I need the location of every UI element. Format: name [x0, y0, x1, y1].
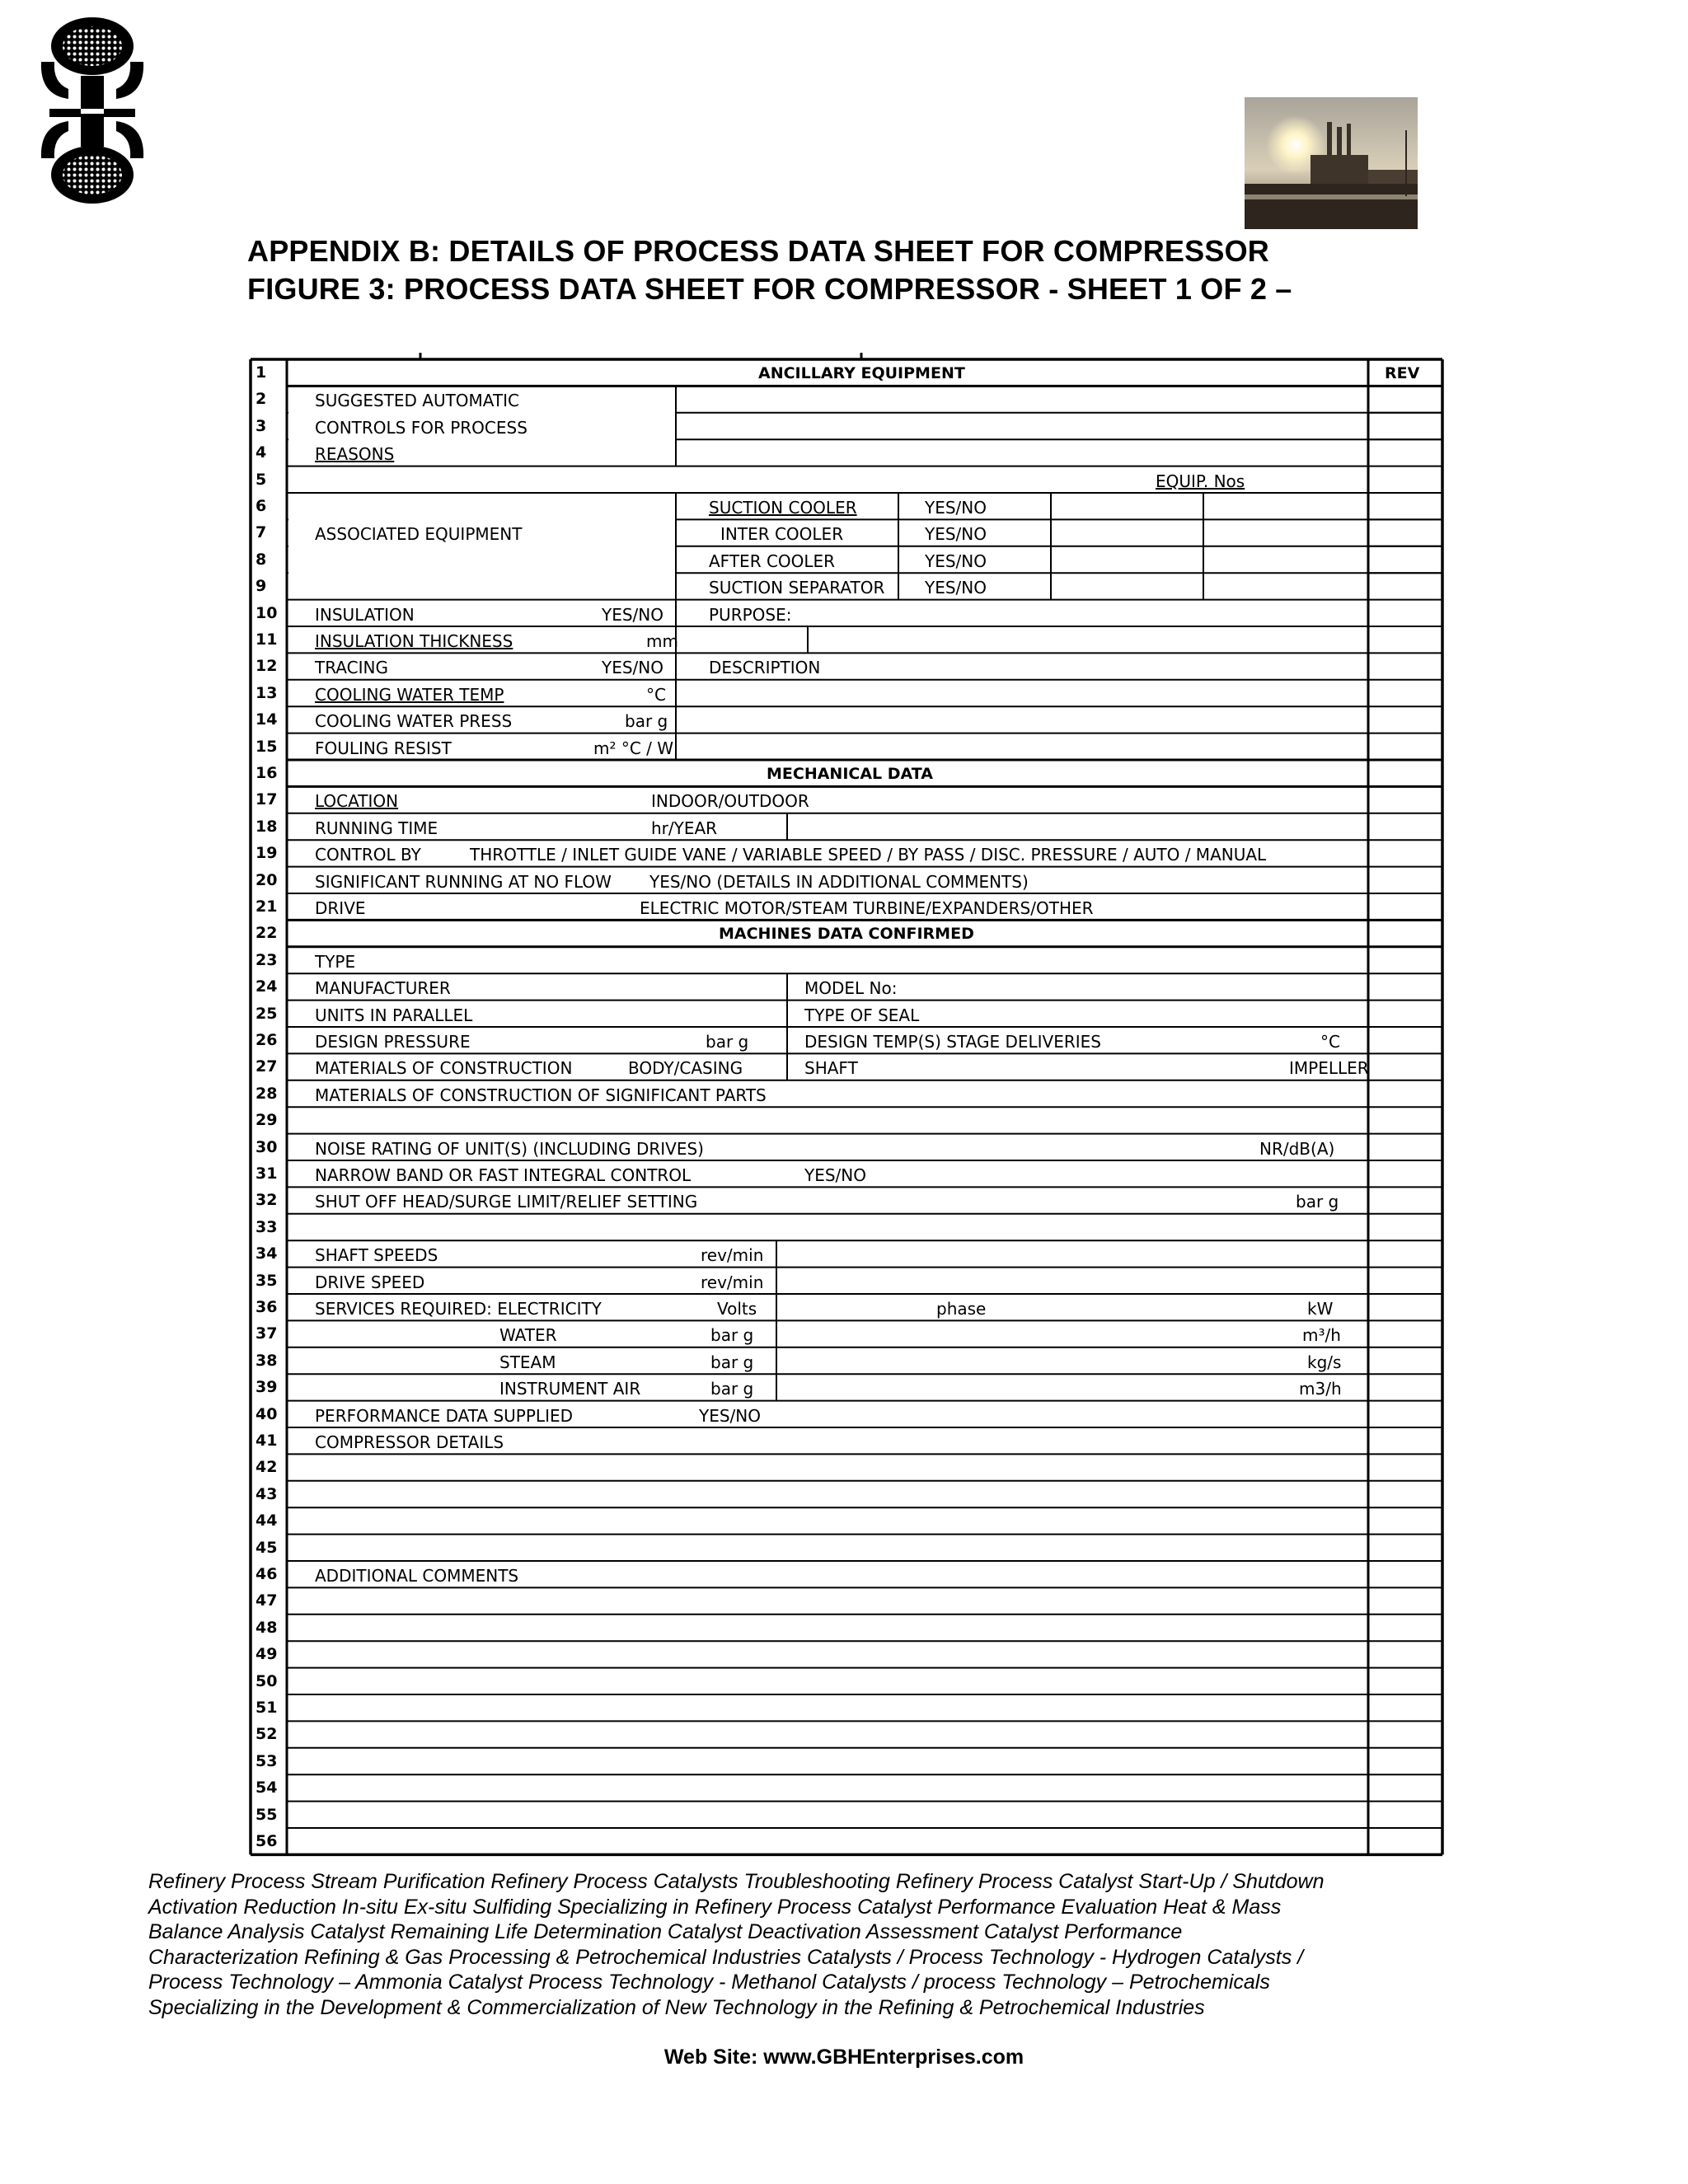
sheet-bar-g: bar g	[710, 1379, 754, 1399]
sheet-ancillary: ANCILLARY EQUIPMENT	[758, 364, 965, 382]
row-number: 46	[256, 1565, 278, 1583]
row-number: 43	[256, 1484, 278, 1503]
row-number: 40	[256, 1404, 278, 1423]
row-number: 34	[256, 1244, 278, 1263]
row-number: 48	[256, 1618, 278, 1637]
row-number: 41	[256, 1432, 278, 1450]
row-number: 53	[256, 1751, 278, 1770]
sheet-m3h: m3/h	[1299, 1379, 1342, 1399]
sheet-yes-no: YES/NO	[602, 604, 663, 625]
sheet-steam: STEAM	[499, 1352, 556, 1372]
row-number: 22	[256, 924, 278, 943]
sheet-yes-no: YES/NO	[699, 1405, 761, 1426]
row-number: 47	[256, 1591, 278, 1610]
sheet-bar-g: bar g	[1296, 1192, 1339, 1212]
row-number: 16	[256, 764, 278, 782]
sheet-tracing: TRACING	[315, 658, 388, 678]
sheet-rev-min: rev/min	[701, 1272, 764, 1292]
sheet-performance-data: PERFORMANCE DATA SUPPLIED	[315, 1405, 574, 1426]
row-number: 4	[256, 443, 267, 462]
sheet-location: LOCATION	[315, 791, 399, 812]
row-number: 33	[256, 1217, 278, 1236]
sheet-significant-running-options: YES/NO (DETAILS IN ADDITIONAL COMMENTS)	[649, 871, 1029, 892]
sheet-control-by: CONTROL BY	[315, 845, 421, 865]
sheet-yes-no: YES/NO	[925, 551, 987, 571]
row-number: 37	[256, 1324, 278, 1343]
row-number: 42	[256, 1458, 278, 1477]
sheet-reasons: REASONS	[315, 444, 395, 465]
sheet-deg-c: °C	[1320, 1032, 1340, 1052]
appendix-title: APPENDIX B: DETAILS OF PROCESS DATA SHEET FOR COMPRESSOR	[247, 234, 1269, 268]
sheet-design-temps: DESIGN TEMP(S) STAGE DELIVERIES	[804, 1032, 1101, 1052]
row-number: 51	[256, 1699, 278, 1717]
row-number: 49	[256, 1645, 278, 1664]
row-number: 30	[256, 1137, 278, 1156]
footer-text	[148, 1869, 1434, 2021]
sheet-machines: MACHINES DATA CONFIRMED	[719, 925, 974, 944]
sheet-equip-nos: EQUIP. Nos	[1156, 471, 1245, 491]
sheet-impeller: IMPELLER	[1289, 1058, 1369, 1079]
sheet-noise-rating: NOISE RATING OF UNIT(S) (INCLUDING DRIVES)	[315, 1138, 704, 1159]
sheet-kg-s: kg/s	[1307, 1352, 1342, 1372]
figure-title: FIGURE 3: PROCESS DATA SHEET FOR COMPRESSOR - SHEET 1 OF 2 –	[247, 272, 1292, 306]
process-data-sheet	[247, 344, 1446, 1859]
row-number: 56	[256, 1832, 278, 1850]
footer-line: Balance Analysis Catalyst Remaining Life Determination Catalyst Deactivation Assessment Catalyst Performance	[148, 1920, 1183, 1944]
sheet-type: TYPE	[315, 951, 356, 972]
sheet-m3h-sup: m³/h	[1302, 1325, 1341, 1346]
row-number: 24	[256, 977, 278, 996]
sheet-shaft: SHAFT	[804, 1058, 858, 1079]
sheet-fouling-unit: m² °C / W	[593, 738, 674, 758]
sheet-manufacturer: MANUFACTURER	[315, 978, 451, 999]
sheet-bar-g: bar g	[706, 1032, 749, 1052]
sheet-units-in-parallel: UNITS IN PARALLEL	[315, 1005, 473, 1025]
row-number: 36	[256, 1298, 278, 1316]
sheet-purpose: PURPOSE:	[709, 604, 792, 625]
row-number: 5	[256, 470, 267, 489]
sheet-deg-c: °C	[646, 684, 666, 705]
sheet-materials-of-construction: MATERIALS OF CONSTRUCTION	[315, 1058, 573, 1079]
sheet-yes-no: YES/NO	[804, 1165, 866, 1185]
row-number: 8	[256, 550, 267, 569]
sheet-type-of-seal: TYPE OF SEAL	[804, 1005, 920, 1025]
sheet-kw: kW	[1307, 1299, 1334, 1319]
row-number: 21	[256, 898, 278, 916]
row-number: 10	[256, 603, 278, 622]
row-number: 7	[256, 523, 267, 542]
sheet-bar-g: bar g	[710, 1352, 754, 1372]
row-number: 39	[256, 1378, 278, 1397]
sheet-fouling-resist: FOULING RESIST	[315, 738, 452, 758]
sheet-suggested-automatic: SUGGESTED AUTOMATIC	[315, 391, 520, 411]
row-number: 55	[256, 1805, 278, 1824]
sheet-body-casing: BODY/CASING	[628, 1058, 743, 1079]
sheet-phase: phase	[936, 1299, 987, 1319]
sheet-suction-separator: SUCTION SEPARATOR	[709, 578, 885, 598]
sheet-drive-speed: DRIVE SPEED	[315, 1272, 425, 1292]
sheet-mechanical: MECHANICAL DATA	[767, 765, 933, 783]
row-number: 25	[256, 1004, 278, 1023]
row-number: 12	[256, 657, 278, 676]
sheet-instrument-air: INSTRUMENT AIR	[499, 1379, 641, 1399]
sheet-inter-cooler: INTER COOLER	[720, 524, 844, 545]
sheet-suction-cooler: SUCTION COOLER	[709, 498, 857, 518]
sheet-bar-g: bar g	[710, 1325, 754, 1346]
sheet-yes-no: YES/NO	[925, 498, 987, 518]
sheet-volts: Volts	[717, 1299, 757, 1319]
sheet-yes-no: YES/NO	[925, 578, 987, 598]
footer-line: Specializing in the Development & Commercialization of New Technology in the Refining & Petrochemical Industries	[148, 1995, 1205, 2019]
footer-line: Refinery Process Stream Purification Refinery Process Catalysts Troubleshooting Refinery Process Catalyst Start-Up / Shutdown	[148, 1870, 1325, 1893]
row-number: 9	[256, 577, 267, 596]
row-number: 50	[256, 1671, 278, 1690]
row-number: 28	[256, 1084, 278, 1103]
sheet-indoor-outdoor: INDOOR/OUTDOOR	[651, 791, 809, 812]
sheet-drive: DRIVE	[315, 898, 366, 918]
sheet-significant-running: SIGNIFICANT RUNNING AT NO FLOW	[315, 871, 612, 892]
row-number: 23	[256, 950, 278, 969]
row-number: 29	[256, 1111, 278, 1130]
sheet-insulation-thickness: INSULATION THICKNESS	[315, 631, 513, 651]
sheet-yes-no: YES/NO	[925, 524, 987, 545]
sheet-design-pressure: DESIGN PRESSURE	[315, 1032, 471, 1052]
sheet-running-time: RUNNING TIME	[315, 818, 438, 838]
sheet-model-no: MODEL No:	[804, 978, 898, 999]
sheet-insulation: INSULATION	[315, 604, 415, 625]
row-number: 35	[256, 1271, 278, 1290]
sheet-description: DESCRIPTION	[709, 658, 821, 678]
sheet-cooling-water-temp: COOLING WATER TEMP	[315, 684, 504, 705]
sheet-additional-comments: ADDITIONAL COMMENTS	[315, 1566, 519, 1586]
footer-line: Activation Reduction In-situ Ex-situ Sulfiding Specializing in Refinery Process Catalyst Performance Evaluation Heat & Mass	[148, 1895, 1282, 1919]
sheet-materials-significant-parts: MATERIALS OF CONSTRUCTION OF SIGNIFICANT PARTS	[315, 1085, 767, 1105]
row-number: 45	[256, 1538, 278, 1557]
sheet-hr-year: hr/YEAR	[651, 818, 718, 838]
sheet-rev-min: rev/min	[701, 1245, 764, 1266]
row-number: 19	[256, 844, 278, 863]
website-link[interactable]: Web Site: www.GBHEnterprises.com	[663, 2046, 1025, 2069]
sheet-bar-g: bar g	[625, 711, 668, 732]
row-number: 54	[256, 1779, 278, 1797]
sheet-shaft-speeds: SHAFT SPEEDS	[315, 1245, 438, 1266]
row-number: 31	[256, 1165, 278, 1183]
row-number: 44	[256, 1511, 278, 1530]
sheet-control-options: THROTTLE / INLET GUIDE VANE / VARIABLE SPEED / BY PASS / DISC. PRESSURE / AUTO / MANUAL	[470, 845, 1267, 865]
sheet-controls-for-process: CONTROLS FOR PROCESS	[315, 417, 528, 438]
row-number: 6	[256, 497, 267, 515]
sheet-shut-off-head: SHUT OFF HEAD/SURGE LIMIT/RELIEF SETTING	[315, 1192, 698, 1212]
row-number: 52	[256, 1725, 278, 1744]
sheet-water: WATER	[499, 1325, 557, 1346]
footer-line: Process Technology – Ammonia Catalyst Process Technology - Methanol Catalysts / process Technology – Petrochemicals	[148, 1971, 1270, 1994]
sheet-narrow-band: NARROW BAND OR FAST INTEGRAL CONTROL	[315, 1165, 692, 1185]
sheet-rev-label: REV	[1385, 364, 1420, 382]
sheet-services-required: SERVICES REQUIRED: ELECTRICITY	[315, 1299, 602, 1319]
row-number: 14	[256, 710, 278, 729]
sheet-after-cooler: AFTER COOLER	[709, 551, 836, 571]
company-logo-icon	[31, 16, 153, 204]
sheet-yes-no: YES/NO	[602, 658, 663, 678]
row-number: 2	[256, 390, 267, 409]
row-number: 17	[256, 790, 278, 809]
sheet-drive-options: ELECTRIC MOTOR/STEAM TURBINE/EXPANDERS/OTHER	[640, 898, 1094, 918]
row-number: 15	[256, 737, 278, 756]
row-number: 26	[256, 1031, 278, 1049]
row-number: 11	[256, 630, 278, 649]
sheet-cooling-water-press: COOLING WATER PRESS	[315, 711, 513, 732]
refinery-photo	[1245, 97, 1418, 229]
sheet-nr-db: NR/dB(A)	[1259, 1138, 1335, 1159]
footer-line: Characterization Refining & Gas Processing & Petrochemical Industries Catalysts / Process Technology - Hydrogen Catalysts /	[148, 1945, 1304, 1969]
row-number: 1	[256, 363, 267, 382]
row-number: 32	[256, 1191, 278, 1210]
sheet-associated-equipment: ASSOCIATED EQUIPMENT	[315, 524, 523, 545]
sheet-mm: mm	[646, 631, 678, 651]
row-number: 13	[256, 683, 278, 702]
sheet-compressor-details: COMPRESSOR DETAILS	[315, 1432, 504, 1452]
row-number: 3	[256, 416, 267, 435]
row-number: 20	[256, 870, 278, 889]
row-number: 27	[256, 1057, 278, 1076]
row-number: 18	[256, 817, 278, 836]
row-number: 38	[256, 1351, 278, 1370]
